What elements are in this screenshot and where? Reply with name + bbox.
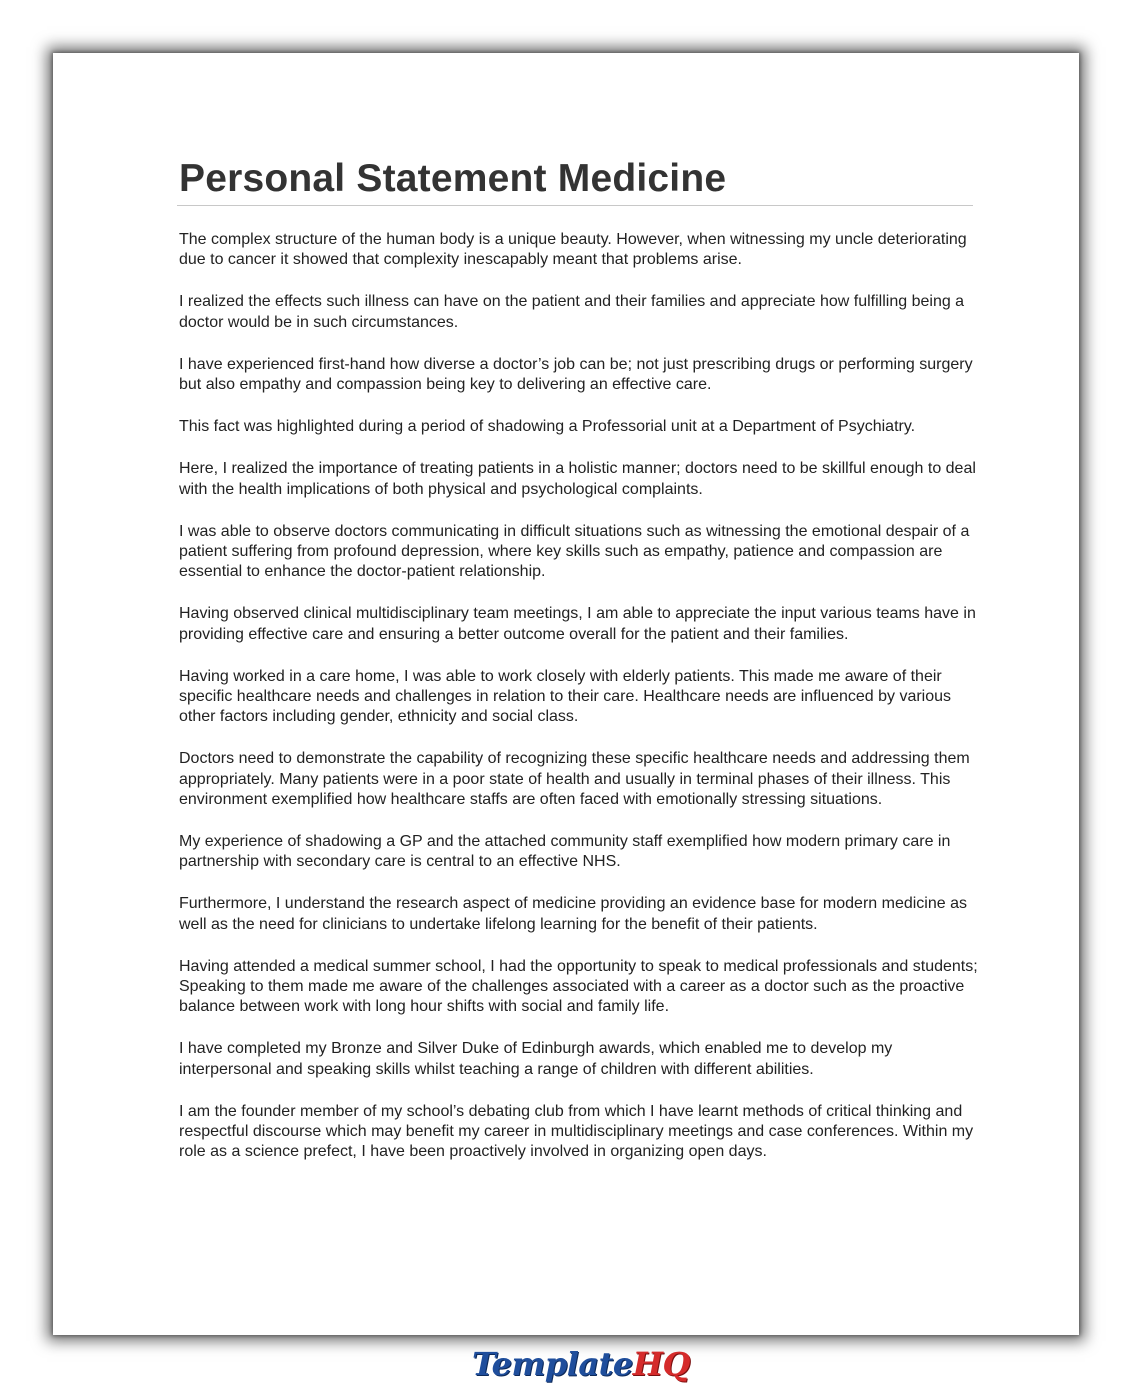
paragraph: Doctors need to demonstrate the capability of recognizing these specific healthcare needs and addressing them appropriately. Many patients were in a poor state of health and usually in terminal phases of their illness. This environment exemplified how healthcare staffs are often faced with emotionally stressing situations. <box>179 750 970 808</box>
logo-text-hq: HQ <box>632 1345 690 1383</box>
paragraph: I was able to observe doctors communicating in difficult situations such as witnessing the emotional despair of a patient suffering from profound depression, where key skills such as empathy, patience and compassion are essential to enhance the doctor-patient relationship. <box>179 522 970 581</box>
templatehq-logo <box>472 1340 690 1388</box>
document-title: Personal Statement Medicine <box>179 157 727 200</box>
document-body <box>179 230 979 1185</box>
paragraph: I am the founder member of my school’s debating club from which I have learnt methods of critical thinking and respectful discourse which may benefit my career in multidisciplinary meetings and case conferences. Within my role as a science prefect, I have been proactively involved in organizing open days. <box>179 1102 974 1161</box>
paragraph: The complex structure of the human body is a unique beauty. However, when witnessing my uncle deteriorating due to cancer it showed that complexity inescapably meant that problems arise. <box>179 231 967 269</box>
paragraph: Furthermore, I understand the research aspect of medicine providing an evidence base for modern medicine as well as the need for clinicians to undertake lifelong learning for the benefit of their patients. <box>179 895 967 933</box>
paragraph: I have completed my Bronze and Silver Duke of Edinburgh awards, which enabled me to develop my interpersonal and speaking skills whilst teaching a range of children with different abilities. <box>179 1040 893 1078</box>
logo-text-template: Template <box>472 1345 633 1383</box>
paragraph: Having worked in a care home, I was able to work closely with elderly patients. This made me aware of their specific healthcare needs and challenges in relation to their care. Healthcare needs are influenced by various other factors including gender, ethnicity and social class. <box>179 667 952 726</box>
paragraph: I have experienced first-hand how diverse a doctor’s job can be; not just prescribing drugs or performing surgery but also empathy and compassion being key to delivering an effective care. <box>179 355 973 394</box>
paragraph: Having observed clinical multidisciplinary team meetings, I am able to appreciate the input various teams have in providing effective care and ensuring a better outcome overall for the patient and their families. <box>179 605 976 643</box>
paragraph: My experience of shadowing a GP and the attached community staff exemplified how modern primary care in partnership with secondary care is central to an effective NHS. <box>179 833 951 871</box>
paragraph: Having attended a medical summer school, I had the opportunity to speak to medical professionals and students; Speaking to them made me aware of the challenges associated with a career as a doctor such as the proactive balance between work with long hour shifts with social and family life. <box>179 957 978 1016</box>
document-page <box>53 53 1079 1335</box>
paragraph: I realized the effects such illness can have on the patient and their families and appreciate how fulfilling being a doctor would be in such circumstances. <box>179 293 965 331</box>
paragraph: This fact was highlighted during a period of shadowing a Professorial unit at a Department of Psychiatry. <box>179 418 916 436</box>
title-underline <box>177 205 973 206</box>
paragraph: Here, I realized the importance of treating patients in a holistic manner; doctors need to be skillful enough to deal with the health implications of both physical and psychological complaints. <box>179 460 976 498</box>
